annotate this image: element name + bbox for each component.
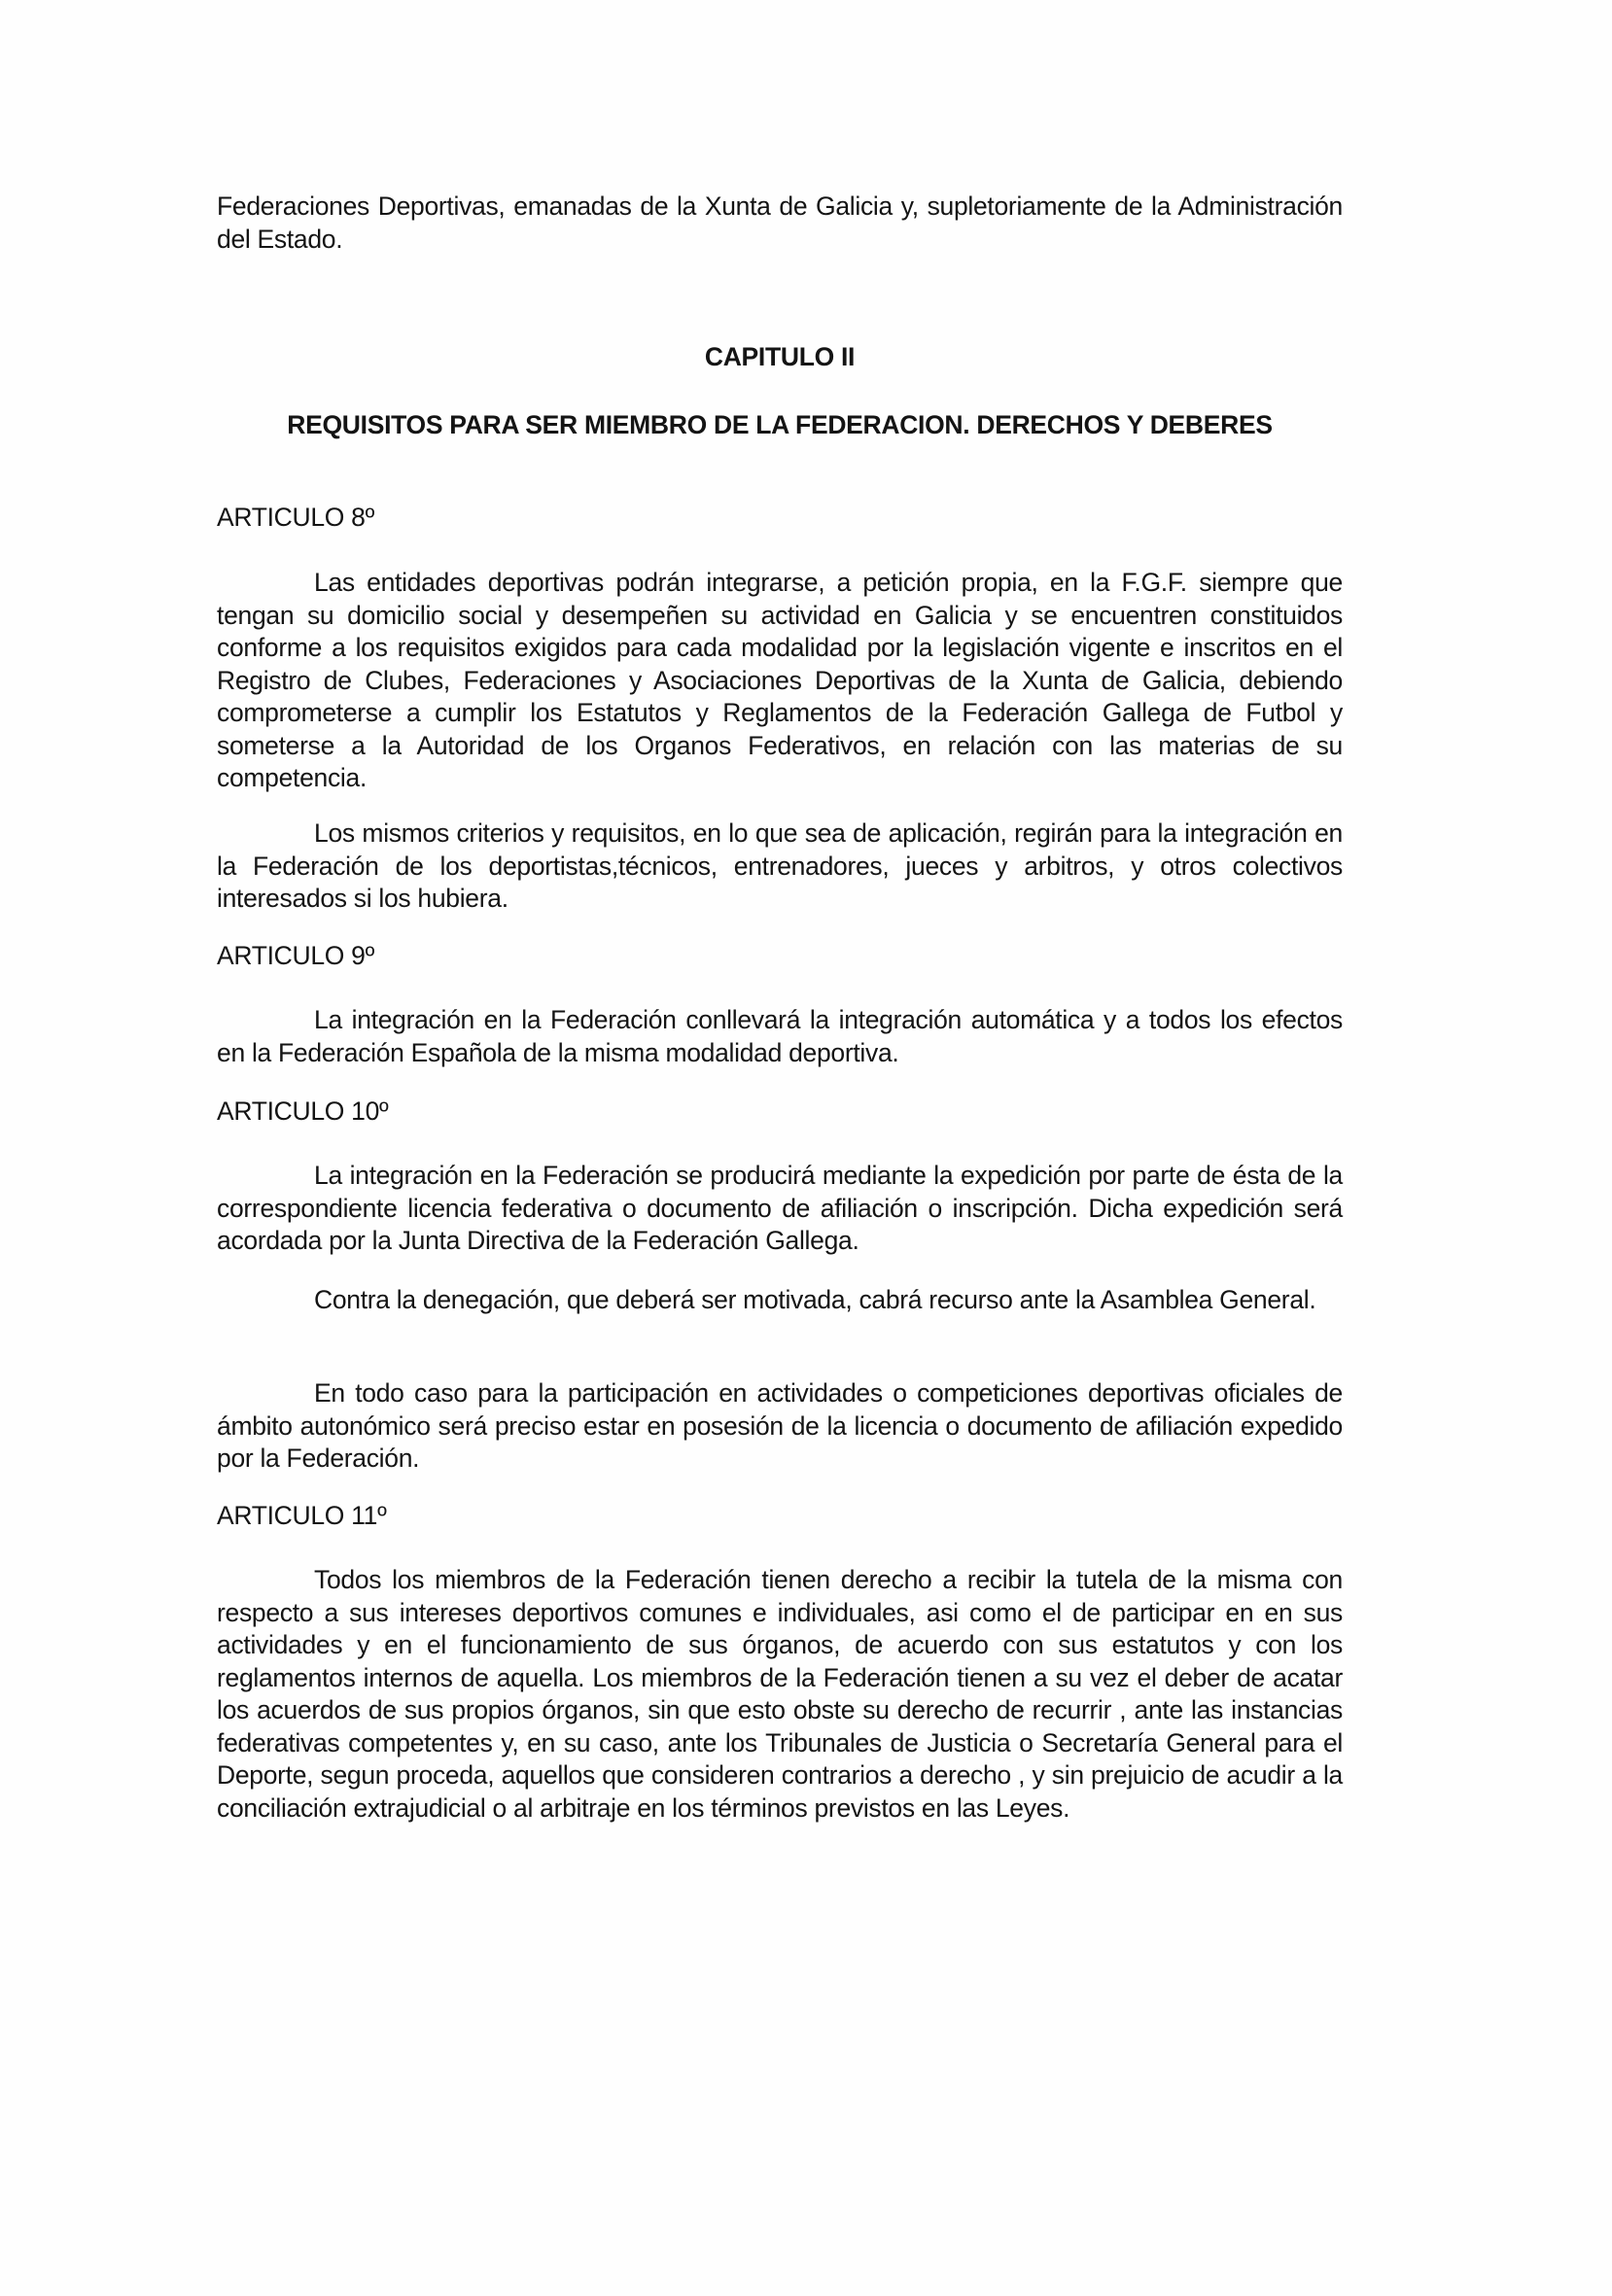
article-10-heading: ARTICULO 10º xyxy=(217,1096,389,1126)
article-10-paragraph-2: Contra la denegación, que deberá ser motivada, cabrá recurso ante la Asamblea General. xyxy=(314,1285,1316,1314)
intro-paragraph: Federaciones Deportivas, emanadas de la Xunta de Galicia y, supletoriamente de la Administración del Estado. xyxy=(217,191,1343,254)
article-11-paragraph-1: Todos los miembros de la Federación tienen derecho a recibir la tutela de la misma con respecto a sus intereses deportivos comunes e individuales, asi como el de participar en en sus actividades y en el funcionamiento de sus órganos, de acuerdo con sus estatutos y con los reglamentos internos de aquella. Los miembros de la Federación tienen a su vez el deber de acatar los acuerdos de sus propios órganos, sin que esto obste su derecho de recurrir , ante las instancias federativas competentes y, en su caso, ante los Tribunales de Justicia o Secretaría General para el Deporte, segun proceda, aquellos que consideren contrarios a derecho , y sin prejuicio de acudir a la conciliación extrajudicial o al arbitraje en los términos previstos en las Leyes. xyxy=(217,1565,1343,1823)
article-10-paragraph-1: La integración en la Federación se producirá mediante la expedición por parte de ésta de la correspondiente licencia federativa o documento de afiliación o inscripción. Dicha expedición será acordada por la Junta Directiva de la Federación Gallega. xyxy=(217,1161,1343,1255)
chapter-subtitle: REQUISITOS PARA SER MIEMBRO DE LA FEDERACION. DERECHOS Y DEBERES xyxy=(287,410,1273,439)
article-11-heading: ARTICULO 11º xyxy=(217,1501,387,1530)
article-10-body xyxy=(217,1160,1343,1258)
article-9-body xyxy=(217,1004,1343,1069)
article-8-paragraph-1: Las entidades deportivas podrán integrarse, a petición propia, en la F.G.F. siempre que tengan su domicilio social y desempeñen su actividad en Galicia y se encuentren constituidos conforme a los requisitos exigidos para cada modalidad por la legislación vigente e inscritos en el Registro de Clubes, Federaciones y Asociaciones Deportivas de la Xunta de Galicia, debiendo comprometerse a cumplir los Estatutos y Reglamentos de la Federación Gallega de Futbol y someterse a la Autoridad de los Organos Federativos, en relación con las materias de su competencia. xyxy=(217,568,1343,792)
article-10-paragraph-3: En todo caso para la participación en actividades o competiciones deportivas oficiales de ámbito autonómico será preciso estar en posesión de la licencia o documento de afiliación expedido por la Federación. xyxy=(217,1378,1343,1473)
article-9-heading: ARTICULO 9º xyxy=(217,941,374,970)
article-11-body xyxy=(217,1564,1343,1825)
article-8-heading: ARTICULO 8º xyxy=(217,503,374,532)
article-10-body-2 xyxy=(217,1284,1343,1317)
chapter-title: CAPITULO II xyxy=(704,342,856,371)
intro-block xyxy=(217,191,1343,256)
article-10-body-3 xyxy=(217,1377,1343,1476)
article-8-body-2 xyxy=(217,818,1343,916)
article-8-body xyxy=(217,567,1343,795)
article-8-paragraph-2: Los mismos criterios y requisitos, en lo que sea de aplicación, regirán para la integración en la Federación de los deportistas,técnicos, entrenadores, jueces y arbitros, y otros colectivos interesados si los hubiera. xyxy=(217,818,1343,913)
article-9-paragraph-1: La integración en la Federación conllevará la integración automática y a todos los efectos en la Federación Española de la misma modalidad deportiva. xyxy=(217,1005,1343,1067)
